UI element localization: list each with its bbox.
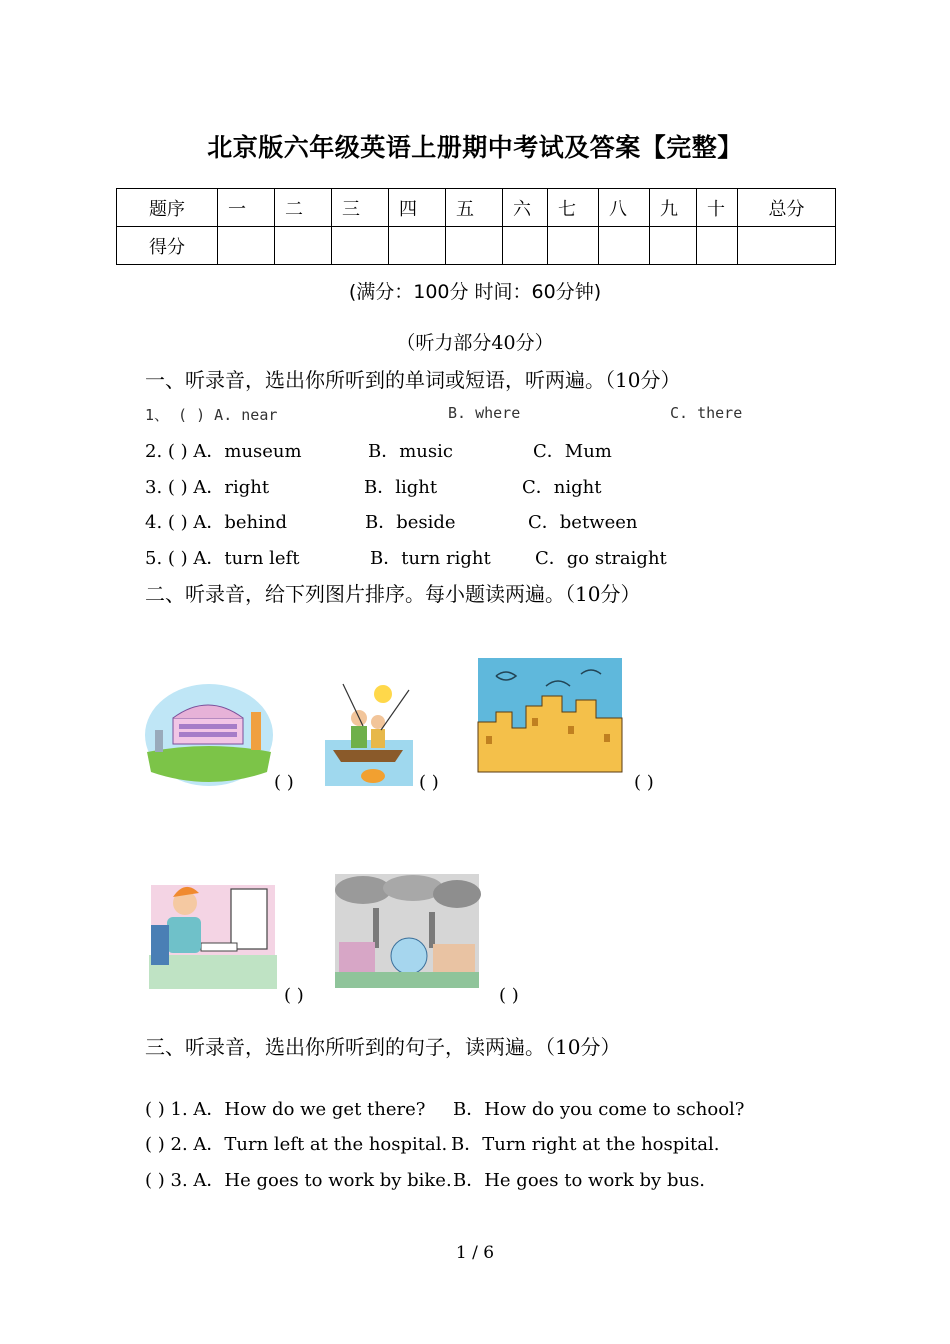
q1-option-a: 1、 ( ) A. near bbox=[145, 406, 278, 424]
table-cell: 四 bbox=[389, 189, 446, 227]
table-cell: 八 bbox=[599, 189, 650, 227]
s3-q3-option-b: B．He goes to work by bus. bbox=[453, 1170, 706, 1191]
score-cell[interactable] bbox=[503, 227, 548, 265]
windy-city-picture bbox=[476, 656, 624, 774]
section2-title: 二、听录音，给下列图片排序。每小题读两遍。（10分） bbox=[145, 582, 641, 606]
q2-option-b: B．music bbox=[368, 441, 453, 462]
picture5-answer-bracket[interactable]: ( ) bbox=[499, 985, 519, 1006]
score-cell[interactable] bbox=[738, 227, 836, 265]
picture1-answer-bracket[interactable]: ( ) bbox=[274, 772, 294, 793]
table-cell: 六 bbox=[503, 189, 548, 227]
q3-option-a: 3. ( ) A．right bbox=[145, 477, 270, 498]
table-cell: 题序 bbox=[117, 189, 218, 227]
picture4-answer-bracket[interactable]: ( ) bbox=[284, 985, 304, 1006]
polluted-city-picture bbox=[333, 872, 481, 990]
q3-option-b: B．light bbox=[364, 477, 438, 498]
score-cell[interactable] bbox=[548, 227, 599, 265]
table-cell: 七 bbox=[548, 189, 599, 227]
s3-q1-option-b: B．How do you come to school? bbox=[453, 1099, 745, 1120]
fishing-picture bbox=[323, 680, 415, 788]
table-cell: 一 bbox=[218, 189, 275, 227]
score-cell[interactable] bbox=[389, 227, 446, 265]
q4-option-a: 4. ( ) A．behind bbox=[145, 512, 288, 533]
q1-option-b: B. where bbox=[448, 404, 521, 422]
score-cell[interactable] bbox=[218, 227, 275, 265]
computer-user-picture bbox=[145, 875, 277, 991]
table-cell: 五 bbox=[446, 189, 503, 227]
picture2-answer-bracket[interactable]: ( ) bbox=[419, 772, 439, 793]
q2-option-c: C．Mum bbox=[533, 441, 612, 462]
q3-option-c: C．night bbox=[522, 477, 602, 498]
exam-meta: (满分：100分 时间：60分钟) bbox=[348, 281, 602, 303]
score-cell[interactable] bbox=[599, 227, 650, 265]
q1-option-c: C. there bbox=[670, 404, 743, 422]
score-table bbox=[116, 188, 836, 265]
listening-note: （听力部分40分） bbox=[396, 332, 554, 354]
s3-q2-option-a: ( ) 2. A．Turn left at the hospital. bbox=[145, 1134, 448, 1155]
section3-title: 三、听录音，选出你所听到的句子，读两遍。（10分） bbox=[145, 1035, 621, 1059]
score-cell[interactable] bbox=[650, 227, 697, 265]
s3-q2-option-b: B．Turn right at the hospital. bbox=[451, 1134, 720, 1155]
score-cell[interactable] bbox=[275, 227, 332, 265]
table-cell: 十 bbox=[697, 189, 738, 227]
table-cell: 得分 bbox=[117, 227, 218, 265]
s3-q3-option-a: ( ) 3. A．He goes to work by bike. bbox=[145, 1170, 452, 1191]
page-number: 1 / 6 bbox=[455, 1243, 495, 1263]
score-cell[interactable] bbox=[332, 227, 389, 265]
table-cell: 三 bbox=[332, 189, 389, 227]
q4-option-b: B．beside bbox=[365, 512, 456, 533]
table-cell: 九 bbox=[650, 189, 697, 227]
table-row bbox=[117, 189, 836, 227]
table-cell: 二 bbox=[275, 189, 332, 227]
section1-title: 一、听录音，选出你所听到的单词或短语，听两遍。（10分） bbox=[145, 368, 681, 392]
picture3-answer-bracket[interactable]: ( ) bbox=[634, 772, 654, 793]
q2-option-a: 2. ( ) A．museum bbox=[145, 441, 302, 462]
score-cell[interactable] bbox=[446, 227, 503, 265]
page-title: 北京版六年级英语上册期中考试及答案【完整】 bbox=[207, 133, 743, 162]
table-row bbox=[117, 227, 836, 265]
q4-option-c: C．between bbox=[528, 512, 638, 533]
score-cell[interactable] bbox=[697, 227, 738, 265]
q5-option-c: C．go straight bbox=[535, 548, 667, 569]
s3-q1-option-a: ( ) 1. A．How do we get there? bbox=[145, 1099, 426, 1120]
q5-option-a: 5. ( ) A．turn left bbox=[145, 548, 300, 569]
museum-picture bbox=[143, 682, 275, 788]
table-cell: 总分 bbox=[738, 189, 836, 227]
q5-option-b: B．turn right bbox=[370, 548, 491, 569]
